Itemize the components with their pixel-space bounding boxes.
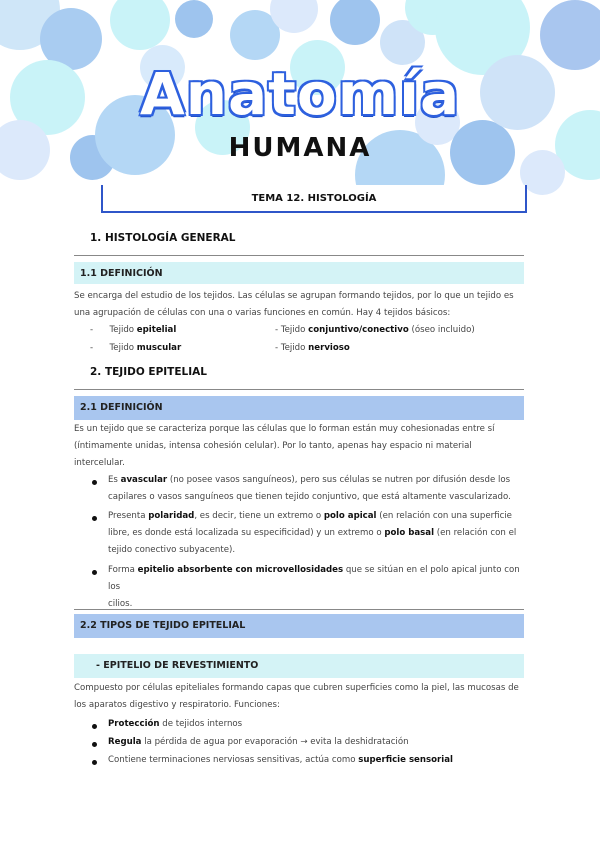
- list-item: Es avascular (no posee vasos sanguíneos), pero sus células se nutren por difusión desde los capilares o vasos sanguíneos que tienen tejido conjuntivo, que está altamente vascularizado.: [108, 475, 511, 502]
- list-item: Contiene terminaciones nerviosas sensitivas, actúa como superficie sensorial: [108, 755, 453, 765]
- bullet-dot: [92, 760, 97, 765]
- divider: [74, 255, 524, 256]
- subsection-band-2-2-1: [74, 654, 524, 678]
- subsection-heading: 2.1 DEFINICIÓN: [80, 402, 163, 413]
- topic-label: TEMA 12. HISTOLOGÍA: [251, 193, 377, 204]
- list-item: Presenta polaridad, es decir, tiene un extremo o polo apical (en relación con una superficie libre, es donde está localizada su especificidad) y un extremo o polo basal (en relación con el tejido conectivo subyacente).: [108, 511, 517, 555]
- bullet-dot: [92, 724, 97, 729]
- paragraph-line: (íntimamente unidas, intensa cohesión celular). Por lo tanto, apenas hay espacio ni material: [74, 441, 472, 451]
- paragraph: [74, 421, 528, 472]
- subsection-heading: - EPITELIO DE REVESTIMIENTO: [96, 660, 259, 671]
- divider: [74, 389, 524, 390]
- topic-box: [101, 185, 527, 213]
- decor-circle: [175, 0, 213, 38]
- paragraph: [74, 288, 528, 322]
- subsection-band-2-2: [74, 614, 524, 638]
- list-item: Protección de tejidos internos: [108, 719, 243, 729]
- paragraph-line: los aparatos digestivo y respiratorio. Funciones:: [74, 700, 280, 710]
- subsection-band-2-1: [74, 396, 524, 420]
- section-heading-2: 2. TEJIDO EPITELIAL: [90, 366, 207, 378]
- list-item: - Tejido conjuntivo/conectivo (óseo incluido): [275, 325, 475, 335]
- paragraph-line: una agrupación de células con una o varias funciones en común. Hay 4 tejidos básicos:: [74, 308, 451, 318]
- paragraph-line: Es un tejido que se caracteriza porque las células que lo forman están muy cohesionadas entre sí: [74, 424, 495, 434]
- bullet-dot: [92, 480, 97, 485]
- paragraph-line: intercelular.: [74, 458, 125, 468]
- section-heading-1: 1. HISTOLOGÍA GENERAL: [90, 232, 236, 244]
- decor-circle: [110, 0, 170, 50]
- paragraph-line: Se encarga del estudio de los tejidos. Las células se agrupan formando tejidos, por lo que un tejido es: [74, 291, 514, 301]
- bullet-dot: [92, 516, 97, 521]
- header-banner: [0, 0, 600, 195]
- divider: [74, 609, 524, 610]
- decor-circle: [330, 0, 380, 45]
- subsection-heading: 1.1 DEFINICIÓN: [80, 268, 163, 279]
- bullet-dot: [92, 570, 97, 575]
- paragraph-line: Compuesto por células epiteliales formando capas que cubren superficies como la piel, las mucosas de: [74, 683, 519, 693]
- document-title: Anatomía: [139, 60, 461, 128]
- document-subtitle: HUMANA: [228, 133, 372, 163]
- subsection-band-1-1: [74, 262, 524, 284]
- list-item: Regula la pérdida de agua por evaporación → evita la deshidratación: [108, 737, 409, 747]
- list-item: - Tejido muscular: [90, 343, 182, 353]
- paragraph: [74, 680, 528, 714]
- list-item: - Tejido nervioso: [275, 343, 350, 353]
- bullet-dot: [92, 742, 97, 747]
- subsection-heading: 2.2 TIPOS DE TEJIDO EPITELIAL: [80, 620, 246, 631]
- list-item: - Tejido epitelial: [90, 325, 177, 335]
- list-item: Forma epitelio absorbente con microvellosidades que se sitúan en el polo apical junto con los cilios.: [108, 565, 520, 609]
